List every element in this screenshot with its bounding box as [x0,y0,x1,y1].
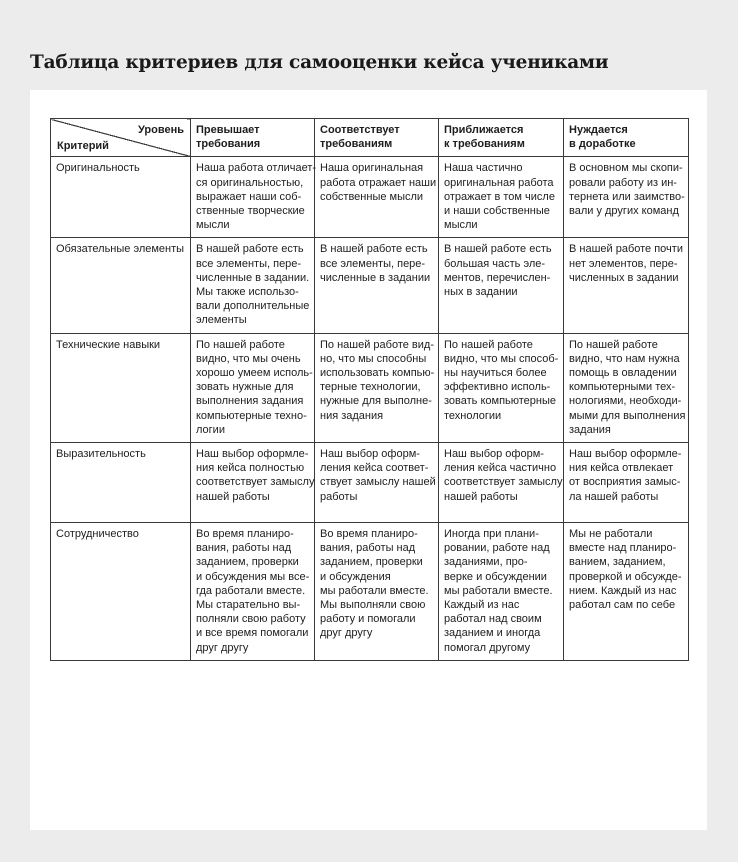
page-title: Таблица критериев для самооценки кейса учениками [30,52,609,73]
descriptor-line: вания, работы над [320,542,416,555]
descriptor-line: задания [569,423,611,436]
descriptor-line: полняли свою работу [196,613,306,626]
criterion-cell: Технические навыки [51,333,191,442]
descriptor-line: помогал другому [444,641,531,654]
descriptor-line: мысли [196,219,230,232]
descriptor-line: работа отражает наши [320,176,437,189]
descriptor-cell [315,333,439,442]
criterion-cell: Сотрудничество [51,523,191,661]
descriptor-line: В нашей работе есть [320,243,428,256]
descriptor-line: друг другу [196,641,249,654]
descriptor-line: работу и помогали [320,613,416,626]
descriptor-cell [439,443,564,523]
descriptor-line: Наша работа отличает- [196,162,317,175]
descriptor-line: По нашей работе [196,338,285,351]
descriptor-line: Наш выбор оформле- [196,448,309,461]
column-header-approaches [439,119,564,157]
descriptor-line: Наш выбор оформле- [569,448,682,461]
descriptor-line: мыми для выполнения [569,409,686,422]
descriptor-line: ния кейса полностью [196,462,305,475]
descriptor-line: все элементы, пере- [320,257,426,270]
descriptor-line: вания, работы над [196,542,292,555]
descriptor-line: Наш выбор оформ- [444,448,544,461]
descriptor-line: большая часть эле- [444,257,546,270]
descriptor-line: технологии [444,409,502,422]
descriptor-line: видно, что нам нужна [569,352,680,365]
table-panel [30,90,707,830]
criteria-table [50,118,689,661]
descriptor-line: В нашей работе есть [444,243,552,256]
header-row [51,119,689,157]
descriptor-line: собственные мысли [320,190,424,203]
descriptor-line: Наш выбор оформ- [320,448,420,461]
descriptor-line: соответствует замыслу [444,476,563,489]
descriptor-line: и обсуждения [320,570,391,583]
descriptor-line: и все время помогали [196,627,309,640]
descriptor-cell [564,333,689,442]
descriptor-line: ментов, перечислен- [444,271,551,284]
table-row [51,333,689,442]
descriptor-line: оригинальная работа [444,176,554,189]
column-header-meets [315,119,439,157]
column-header-exceeds [191,119,315,157]
descriptor-line: вали у других команд [569,205,679,218]
descriptor-line: Наша оригинальная [320,162,424,175]
descriptor-line: Во время планиро- [196,528,294,541]
descriptor-line: ных в задании [444,286,518,299]
descriptor-line: тернета или заимство- [569,190,685,203]
descriptor-line: мы работали вместе. [444,584,553,597]
descriptor-cell [564,238,689,333]
descriptor-line: Иногда при плани- [444,528,539,541]
descriptor-line: терные технологии, [320,381,421,394]
descriptor-line: заданием, проверки [196,556,299,569]
descriptor-cell [191,333,315,442]
descriptor-cell [191,238,315,333]
descriptor-line: работал над своим [444,613,542,626]
descriptor-cell [439,333,564,442]
descriptor-line: элементы [196,314,247,327]
descriptor-cell [564,523,689,661]
descriptor-line: Наша частично [444,162,523,175]
descriptor-line: численных в задании [569,271,679,284]
descriptor-line: заданием и иногда [444,627,541,640]
table-row [51,157,689,238]
table-row [51,523,689,661]
descriptor-cell [315,443,439,523]
descriptor-line: Мы старательно вы- [196,599,301,612]
column-header-line: Соответствует [320,124,400,136]
column-header-line: Нуждается [569,124,628,136]
descriptor-line: ственные творческие [196,205,305,218]
table-row [51,238,689,333]
descriptor-line: нужные для выполне- [320,395,432,408]
descriptor-line: компьютерными тех- [569,381,676,394]
descriptor-line: Во время планиро- [320,528,418,541]
descriptor-line: численные в задании [320,271,431,284]
descriptor-line: видно, что мы очень [196,352,301,365]
descriptor-line: заданием, проверки [320,556,423,569]
criteria-table-body [51,157,689,660]
descriptor-line: помощь в овладении [569,367,677,380]
descriptor-line: нашей работы [196,490,270,503]
descriptor-cell [315,157,439,238]
descriptor-cell [439,157,564,238]
descriptor-line: и обсуждения мы все- [196,570,310,583]
corner-header-cell [51,119,191,157]
descriptor-line: проверкой и обсужде- [569,570,682,583]
descriptor-line: но, что мы способны [320,352,427,365]
descriptor-line: работы [320,490,358,503]
descriptor-line: По нашей работе [569,338,658,351]
column-header-needs-work [564,119,689,157]
descriptor-line: зовать нужные для [196,381,294,394]
descriptor-line: нашей работы [444,490,518,503]
descriptor-line: Мы также использо- [196,286,299,299]
descriptor-line: Мы выполняли свою [320,599,426,612]
descriptor-line: и наши собственные [444,205,550,218]
descriptor-line: гда работали вместе. [196,584,306,597]
descriptor-line: В нашей работе есть [196,243,304,256]
descriptor-line: друг другу [320,627,373,640]
criterion-header-label: Критерий [57,140,109,153]
descriptor-line: использовать компью- [320,367,435,380]
descriptor-cell [439,238,564,333]
descriptor-line: нием. Каждый из нас [569,584,677,597]
descriptor-line: ления кейса соответ- [320,462,429,475]
descriptor-line: эффективно исполь- [444,381,551,394]
descriptor-cell [564,443,689,523]
descriptor-line: выражает наши соб- [196,190,302,203]
descriptor-line: ния кейса отвлекает [569,462,674,475]
descriptor-line: вали дополнительные [196,300,310,313]
column-header-line: к требованиям [444,138,525,151]
column-header-line: требованиям [320,138,393,151]
descriptor-line: мы работали вместе. [320,584,429,597]
descriptor-line: нологиями, необходи- [569,395,682,408]
descriptor-line: ровании, работе над [444,542,550,555]
level-header-label: Уровень [137,124,184,136]
descriptor-line: По нашей работе [444,338,533,351]
descriptor-line: ла нашей работы [569,490,659,503]
descriptor-cell [315,523,439,661]
descriptor-line: В нашей работе почти [569,243,683,256]
descriptor-line: компьютерные техно- [196,409,307,422]
descriptor-line: численные в задании. [196,271,310,284]
descriptor-line: ствует замыслу нашей [320,476,436,489]
descriptor-line: все элементы, пере- [196,257,302,270]
table-row [51,443,689,523]
descriptor-line: видно, что мы способ- [444,352,559,365]
descriptor-line: отражает в том числе [444,190,555,203]
descriptor-line: зовать компьютерные [444,395,557,408]
descriptor-line: от восприятия замыс- [569,476,681,489]
descriptor-line: По нашей работе вид- [320,338,434,351]
descriptor-line: заданиями, про- [444,556,528,569]
column-header-line: требования [196,138,261,151]
descriptor-line: соответствует замыслу [196,476,315,489]
descriptor-cell [315,238,439,333]
descriptor-line: ванием, заданием, [569,556,666,569]
descriptor-line: выполнения задания [196,395,304,408]
descriptor-cell [439,523,564,661]
descriptor-line: нет элементов, пере- [569,257,678,270]
descriptor-line: Каждый из нас [444,599,520,612]
descriptor-cell [564,157,689,238]
descriptor-line: В основном мы скопи- [569,162,683,175]
descriptor-cell [191,157,315,238]
descriptor-line: Мы не работали [569,528,653,541]
criterion-cell: Оригинальность [51,157,191,238]
descriptor-cell [191,443,315,523]
descriptor-line: ровали работу из ин- [569,176,677,189]
descriptor-line: верке и обсуждении [444,570,547,583]
descriptor-line: ны научиться более [444,367,547,380]
descriptor-line: хорошо умеем исполь- [196,367,313,380]
column-header-line: в доработке [569,138,636,151]
descriptor-line: вместе над планиро- [569,542,677,555]
column-header-line: Превышает [196,124,260,136]
descriptor-cell [191,523,315,661]
criterion-cell: Обязательные элементы [51,238,191,333]
descriptor-line: логии [196,423,225,436]
descriptor-line: ния задания [320,409,384,422]
descriptor-line: ления кейса частично [444,462,557,475]
descriptor-line: работал сам по себе [569,599,676,612]
descriptor-line: мысли [444,219,478,232]
criterion-cell: Выразительность [51,443,191,523]
column-header-line: Приближается [444,124,524,136]
descriptor-line: ся оригинальностью, [196,176,304,189]
